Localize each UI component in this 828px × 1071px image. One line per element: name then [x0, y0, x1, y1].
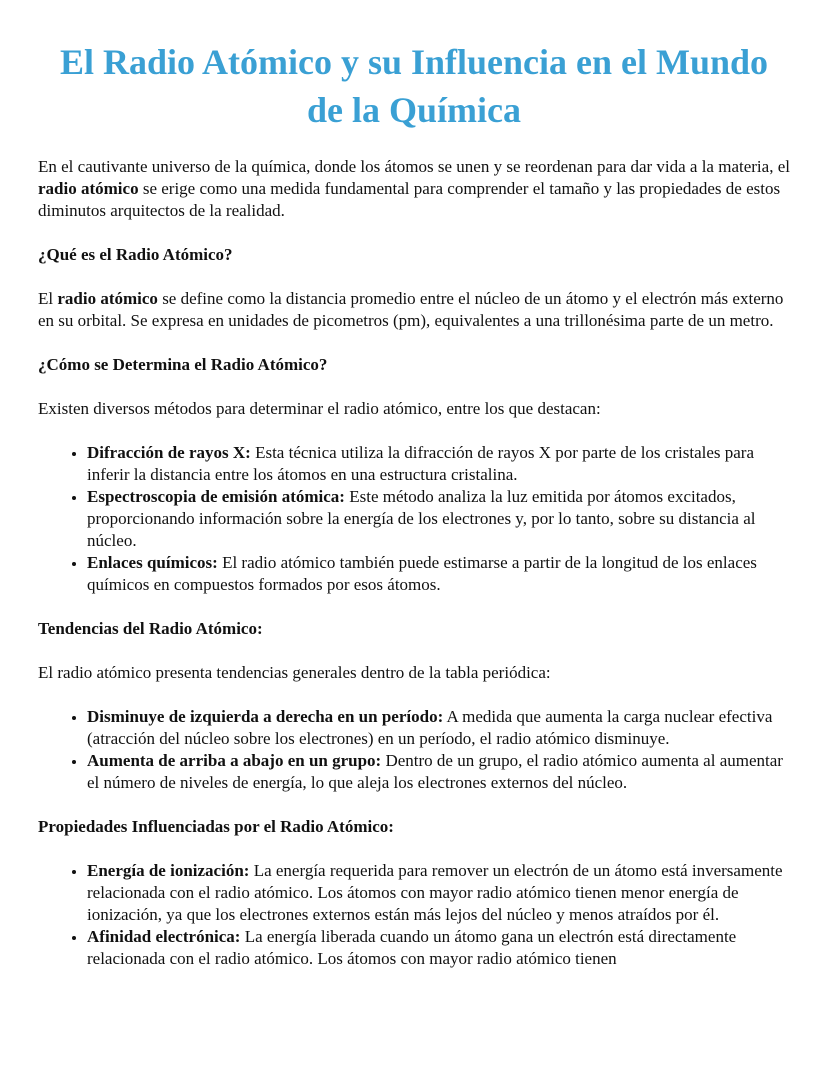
list-item — [87, 552, 790, 596]
properties-list — [38, 860, 790, 970]
trends-list — [38, 706, 790, 794]
list-item — [87, 706, 790, 750]
definition-paragraph — [38, 288, 790, 332]
list-item-text: Este método analiza la luz emitida por átomos excitados, proporcionando información sobre la energía de los electrones y, por lo tanto, sobre su distancia al núcleo. — [87, 487, 756, 550]
list-item-term: Energía de ionización: — [87, 861, 250, 880]
list-item-text: La energía requerida para remover un electrón de un átomo está inversamente relacionada con el radio atómico. Los átomos con mayor radio atómico tienen menor energía de ionización, ya que los electrones externos están más lejos del núcleo y menos atraídos por él. — [87, 861, 783, 924]
list-item-text: Dentro de un grupo, el radio atómico aumenta al aumentar el número de niveles de energía, lo que aleja los electrones externos del núcleo. — [87, 751, 783, 792]
methods-list — [38, 442, 790, 596]
list-item-text: El radio atómico también puede estimarse a partir de la longitud de los enlaces químicos en compuestos formados por esos átomos. — [87, 553, 757, 594]
list-item-term: Disminuye de izquierda a derecha en un período: — [87, 707, 444, 726]
definition-text-start: El — [38, 289, 58, 308]
list-item — [87, 860, 790, 926]
list-item-text: Esta técnica utiliza la difracción de rayos X por parte de los cristales para inferir la distancia entre los átomos en una estructura cristalina. — [87, 443, 754, 484]
list-item — [87, 442, 790, 486]
list-item — [87, 926, 790, 970]
intro-text-end: se erige como una medida fundamental para comprender el tamaño y las propiedades de estos diminutos arquitectos de la realidad. — [38, 179, 781, 220]
methods-intro: Existen diversos métodos para determinar el radio atómico, entre los que destacan: — [38, 399, 601, 418]
list-item-term: Afinidad electrónica: — [87, 927, 241, 946]
section-heading-what: ¿Qué es el Radio Atómico? — [38, 245, 233, 264]
intro-bold-term: radio atómico — [38, 179, 139, 198]
list-item-text: La energía liberada cuando un átomo gana un electrón está directamente relacionada con el radio atómico. Los átomos con mayor radio atómico tienen — [87, 927, 737, 968]
intro-text-start: En el cautivante universo de la química, donde los átomos se unen y se reordenan para dar vida a la materia, el — [38, 157, 790, 176]
trends-intro: El radio atómico presenta tendencias generales dentro de la tabla periódica: — [38, 663, 551, 682]
list-item — [87, 750, 790, 794]
list-item-term: Espectroscopia de emisión atómica: — [87, 487, 345, 506]
intro-paragraph — [38, 156, 790, 222]
section-heading-how: ¿Cómo se Determina el Radio Atómico? — [38, 355, 328, 374]
section-heading-trends: Tendencias del Radio Atómico: — [38, 619, 263, 638]
definition-bold-term: radio atómico — [57, 289, 158, 308]
list-item-term: Difracción de rayos X: — [87, 443, 251, 462]
list-item-term: Enlaces químicos: — [87, 553, 218, 572]
list-item — [87, 486, 790, 552]
section-heading-properties: Propiedades Influenciadas por el Radio Atómico: — [38, 817, 394, 836]
page-title: El Radio Atómico y su Influencia en el Mundo de la Química — [59, 42, 769, 130]
list-item-term: Aumenta de arriba a abajo en un grupo: — [87, 751, 382, 770]
list-item-text: A medida que aumenta la carga nuclear efectiva (atracción del núcleo sobre los electrones) en un período, el radio atómico disminuye. — [87, 707, 773, 748]
definition-text-end: se define como la distancia promedio entre el núcleo de un átomo y el electrón más externo en su orbital. Se expresa en unidades de picometros (pm), equivalentes a una trillonésima parte de un metro. — [38, 289, 784, 330]
